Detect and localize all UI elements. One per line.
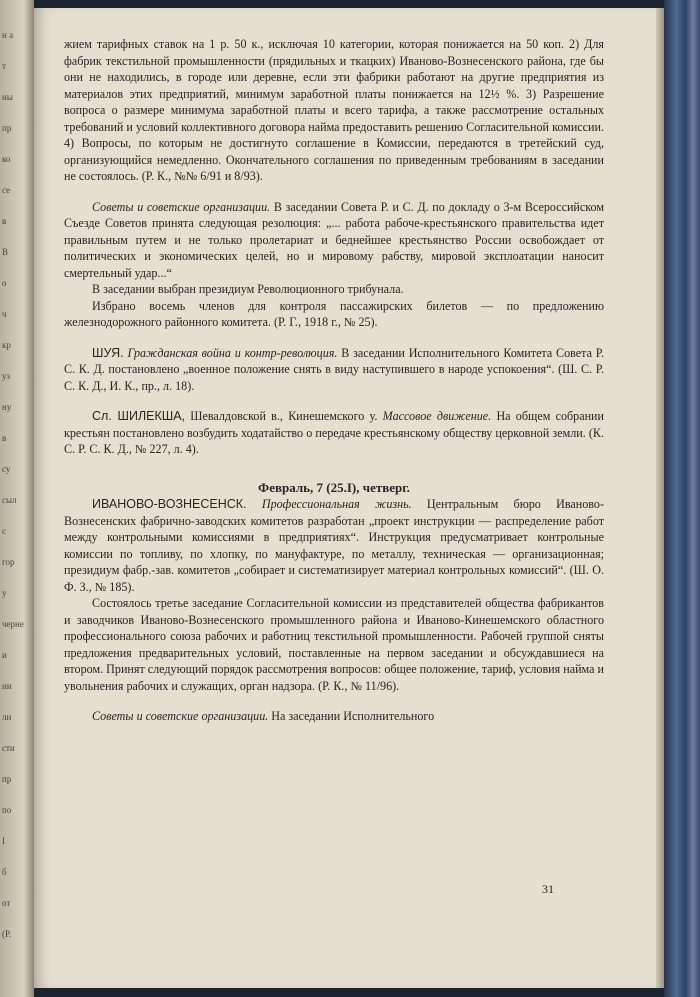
left-page-fragment: сти — [2, 743, 15, 753]
section-lead: Профессиональная жизнь. — [261, 497, 412, 511]
left-page-fragment: по — [2, 805, 12, 815]
page-edge — [656, 8, 664, 988]
left-page-fragment: т — [2, 61, 6, 71]
page-text — [64, 36, 604, 725]
paragraph-body: На заседании Исполнительного — [268, 709, 435, 723]
left-page-fragment: с — [2, 526, 6, 536]
left-page-fragment: о — [2, 278, 7, 288]
left-page-fragment: уз — [2, 371, 11, 381]
left-page-fragment: и — [2, 650, 7, 660]
left-page-fragment: ни — [2, 681, 12, 691]
left-page-fragment: ну — [2, 402, 12, 412]
left-page-fragment: б — [2, 867, 7, 877]
left-page-fragment: пр — [2, 774, 12, 784]
left-page-fragment: се — [2, 185, 11, 195]
left-page-fragment: в — [2, 433, 7, 443]
section-lead: Гражданская война и контр-революция. — [127, 345, 338, 360]
left-page-fragment: су — [2, 464, 11, 474]
left-page-fragment: кр — [2, 340, 11, 350]
left-page-fragment: от — [2, 898, 11, 908]
left-page-fragment: I — [2, 836, 5, 846]
paragraph-ivanovo — [64, 496, 604, 595]
section-lead: Массовое движение. — [382, 409, 492, 423]
place-name: Сл. ШИЛЕКША, — [92, 409, 186, 423]
paragraph-1: жием тарифных ставок на 1 р. 50 к., исключая 10 категории, которая понижается на 50 коп. 2) Для фабрик текстильной промышленности (прядильных и ткацких) Иваново-Вознесенского района, где бы они не находились, в городе или деревне, если эти фабрики работают на другие предприятия из материалов этих предприятий, минимум заработной платы понижается на 12½ %. 3) Разрешение вопроса о размере минимума заработной платы и всего тарифа, а также рассмотрение остальных требований и условий коллективного договора найма предоставить решению Согласительной комиссии. 4) Вопросы, по которым не достигнуто соглашение в Комиссии, передаются в третейский суд, организующийся немедленно. Окончательного соглашения по приведенным требованиям в заседании не состоялось. (Р. К., №№ 6/91 и 8/93). — [64, 37, 604, 183]
book-page — [34, 8, 664, 988]
date-heading: Февраль, 7 (25.I), четверг. — [258, 479, 410, 495]
left-page-fragment: ли — [2, 712, 12, 722]
paragraph-body: В заседании Совета Р. и С. Д. по докладу о 3-м Всероссийском Съезде Советов принята следующая резолюция: „... работа рабоче-крестьянского правительства идет правильным путем и не только пролетариат и беднейшее крестьянство России освобождает от политических и экономических целей, но и мировому рабству, мировой эксплоатации наносит смертельный удар...“ — [64, 199, 604, 280]
paragraph-commission: Состоялось третье заседание Согласительной комиссии из представителей общества фабрикантов и заводчиков Иваново-Вознесенского промышленного района и Иваново-Кинешемского областного профессионального союза рабочих и работниц текстильной промышленности. Рабочей группой сняты предложения предварительных условий, поставленные на первом заседании и обсуждавшиеся на втором. Принят следующий порядок рассмотрения вопросов: общее положение, тариф, условия найма и увольнения рабочих и служащих, орган надзора. (Р. К., № 11/96). — [64, 596, 604, 693]
paragraph-shuya — [64, 345, 604, 395]
left-page-fragment: черне — [2, 619, 24, 629]
left-page-fragment: ко — [2, 154, 11, 164]
section-lead: Советы и советские организации. — [92, 199, 271, 214]
place-detail: Шевалдовской в., Кинешемского у. — [185, 409, 383, 423]
book-cover — [664, 0, 700, 997]
left-page-fragment: сыл — [2, 495, 17, 505]
paragraph-body: Центральным бюро Иваново-Вознесенских фабрично-заводских комитетов разработан „проект инструкции — распределение работ между контрольными комиссиями в предприятиях“. Инструкция предусматривает контрольные комиссии по топливу, по хлопку, по мануфактуре, по металлу, техническая — организационная; президиум фабр.-зав. комитетов „собирает и систематизирует материал контрольных комиссий“. (Ш. О. Ф. З., № 185). — [64, 497, 604, 594]
left-page-fragment: В — [2, 247, 9, 257]
section-lead: Советы и советские организации. — [92, 709, 269, 723]
left-page-fragment: гор — [2, 557, 15, 567]
paragraph-last — [64, 708, 604, 725]
paragraph-body: В заседании Исполнительного Комитета Совета Р. С. К. Д. постановлено „военное положение снять в виду наступившего в народе успокоения“. (Ш. С. Р. С. К. Д., И. К., пр., л. 18). — [64, 345, 604, 393]
left-page-fragment: в — [2, 216, 7, 226]
page-number: 31 — [542, 882, 554, 896]
left-page-fragment: н а — [2, 30, 14, 40]
paragraph-shileksha — [64, 408, 604, 458]
paragraph-3: В заседании выбран президиум Революционного трибунала. — [92, 282, 404, 296]
left-page-fragment: у — [2, 588, 7, 598]
left-page-fragment: ны — [2, 92, 13, 102]
paragraph-2 — [64, 199, 604, 282]
place-name: ИВАНОВО-ВОЗНЕСЕНСК. — [92, 497, 247, 511]
left-page-fragment: ч — [2, 309, 7, 319]
paragraph-body: На общем собрании крестьян постановлено возбудить ходатайство о передаче крестьянскому обществу церковной земли. (К. С. Р. С. К. Д., № 227, л. 4). — [64, 409, 604, 456]
left-page-fragment: пр — [2, 123, 12, 133]
place-name: ШУЯ. — [92, 345, 124, 360]
left-page-edge — [0, 0, 34, 997]
left-page-fragment: (Р. — [2, 929, 12, 939]
paragraph-4: Избрано восемь членов для контроля пассажирских билетов — по предложению железнодорожного районного комитета. (Р. Г., 1918 г., № 25). — [64, 298, 604, 329]
